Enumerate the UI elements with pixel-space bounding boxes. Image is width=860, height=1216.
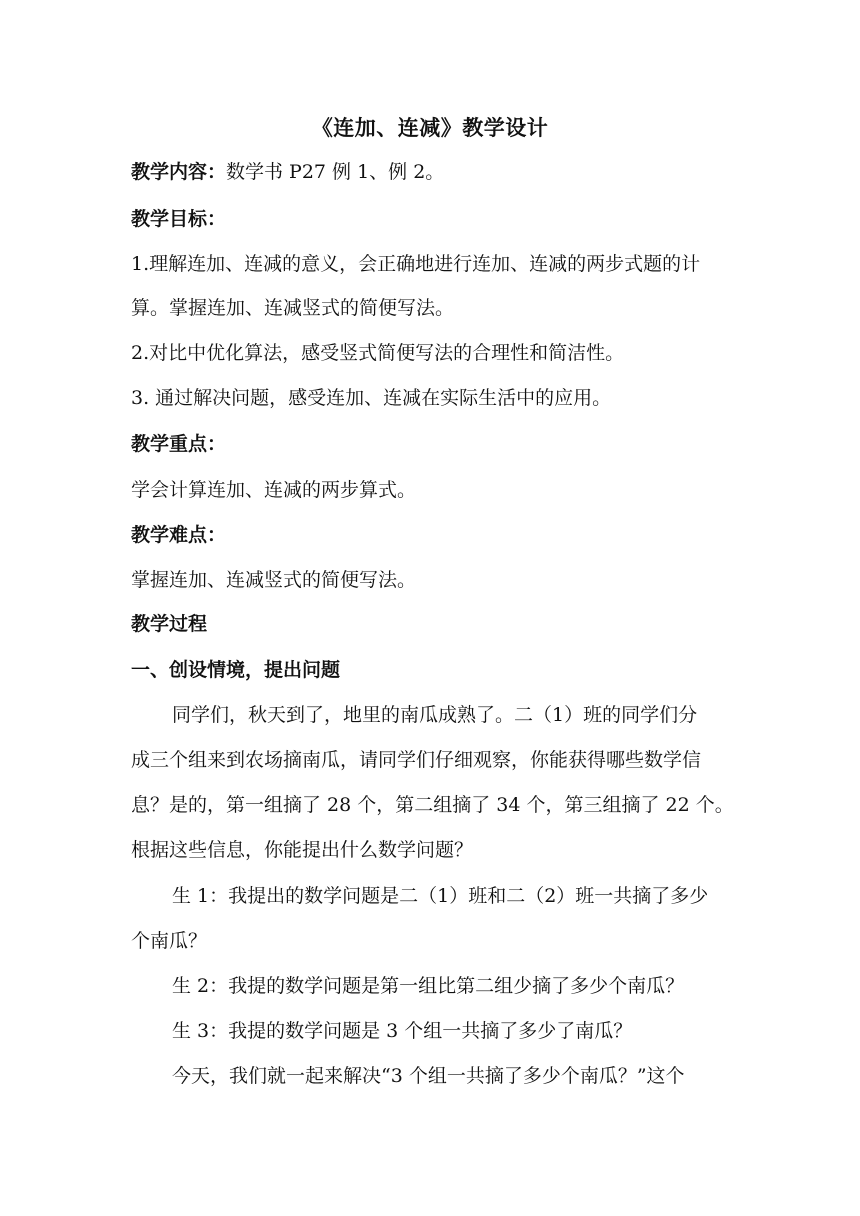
goal-1-line-1: 1.理解连加、连减的意义，会正确地进行连加、连减的两步式题的计 <box>131 253 701 275</box>
difficulties-text: 掌握连加、连减竖式的简便写法。 <box>131 569 417 591</box>
section-1-heading: 一、创设情境，提出问题 <box>131 659 341 681</box>
difficulties-heading <box>131 523 741 547</box>
goal-3-line: 3. 通过解决问题，感受连加、连减在实际生活中的应用。 <box>131 387 612 409</box>
student-2-line: 生 2：我提的数学问题是第一组比第二组少摘了多少个南瓜？ <box>172 975 685 997</box>
student-1-line-1: 生 1：我提出的数学问题是二（1）班和二（2）班一共摘了多少 <box>172 885 709 907</box>
paragraph-1-line-3: 息？是的，第一组摘了 28 个，第二组摘了 34 个，第三组摘了 22 个。 <box>131 794 734 816</box>
teaching-content-line <box>131 160 741 184</box>
goal-1-line-2: 算。掌握连加、连减竖式的简便写法。 <box>131 297 455 319</box>
document-title: 《连加、连减》教学设计 <box>311 116 549 140</box>
teaching-process-heading: 教学过程 <box>131 613 208 635</box>
teaching-content-label: 教学内容： <box>131 161 227 183</box>
goal-2-line: 2.对比中优化算法，感受竖式简便写法的合理性和简洁性。 <box>131 342 625 364</box>
key-points-text: 学会计算连加、连减的两步算式。 <box>131 479 417 501</box>
student-1-line-2: 个南瓜？ <box>131 930 208 952</box>
paragraph-1-line-1: 同学们，秋天到了，地里的南瓜成熟了。二（1）班的同学们分 <box>172 704 698 726</box>
student-3-line: 生 3：我提的数学问题是 3 个组一共摘了多少了南瓜？ <box>172 1020 633 1042</box>
key-points-label: 教学重点： <box>131 433 227 455</box>
teaching-content-value: 数学书 P27 例 1、例 2。 <box>226 161 445 183</box>
paragraph-1-line-4: 根据这些信息，你能提出什么数学问题？ <box>131 839 474 861</box>
teaching-goals-heading <box>131 207 741 231</box>
today-line: 今天，我们就一起来解决“3 个组一共摘了多少个南瓜？”这个 <box>172 1065 685 1087</box>
difficulties-label: 教学难点： <box>131 524 227 546</box>
paragraph-1-line-2: 成三个组来到农场摘南瓜，请同学们仔细观察，你能获得哪些数学信 <box>131 749 702 771</box>
key-points-heading <box>131 432 741 456</box>
teaching-goals-label: 教学目标： <box>131 208 227 230</box>
